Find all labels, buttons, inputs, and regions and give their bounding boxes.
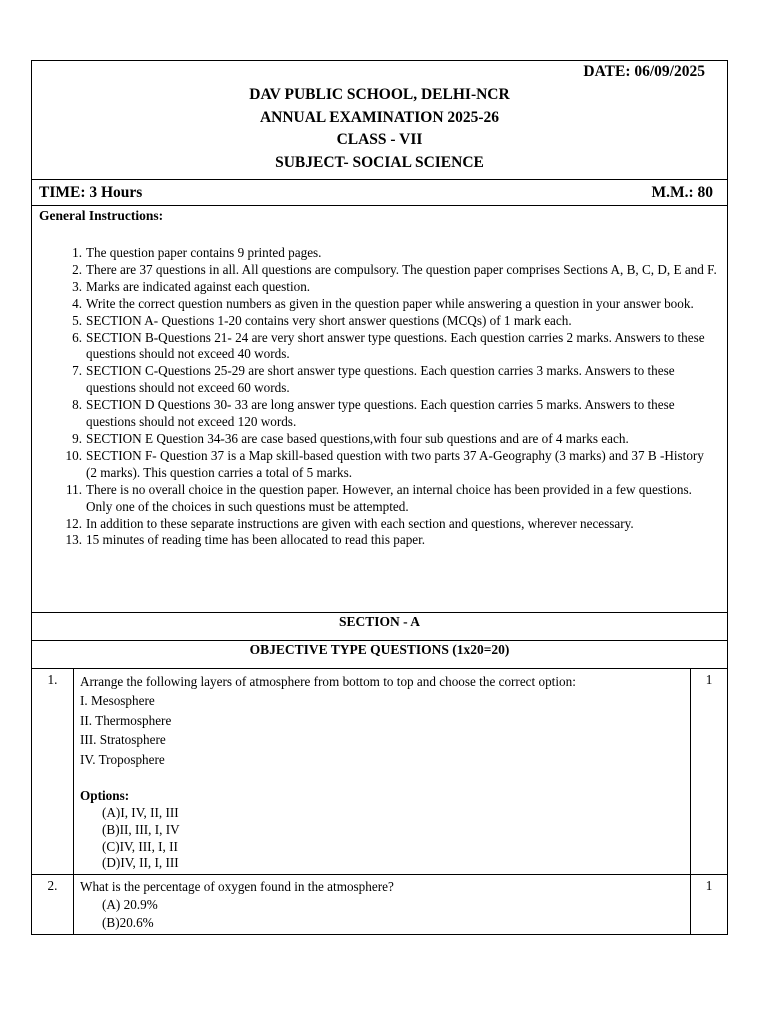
instruction-text: SECTION F- Question 37 is a Map skill-based question with two parts 37 A-Geography (3 marks) and 37 B -History (2 marks). This question carries a total of 5 marks. <box>86 447 704 480</box>
question-item: I. Mesosphere <box>80 693 155 709</box>
instruction-number: 13. <box>65 532 82 548</box>
instruction-item <box>72 430 717 448</box>
question-row <box>32 875 728 935</box>
question-item: IV. Troposphere <box>80 751 165 767</box>
question-item: III. Stratosphere <box>80 732 166 748</box>
instruction-number: 8. <box>72 397 82 413</box>
instructions-list <box>39 245 717 549</box>
options-title: Options: <box>80 788 130 804</box>
instruction-item <box>66 481 717 516</box>
question-marks: 1 <box>690 875 727 935</box>
instruction-text: SECTION D Questions 30- 33 are long answer type questions. Each question carries 5 marks. Answers to these questions should not exceed 120 words. <box>86 397 675 430</box>
question-item: II. Thermosphere <box>80 712 172 728</box>
instruction-text: There are 37 questions in all. All questions are compulsory. The question paper comprises Sections A, B, C, D, E and F. <box>86 261 717 277</box>
instruction-text: The question paper contains 9 printed pages. <box>86 245 322 260</box>
instruction-number: 7. <box>72 363 82 379</box>
question-stem: Arrange the following layers of atmosphere from bottom to top and choose the correct option: <box>80 674 576 689</box>
instruction-number: 5. <box>72 312 82 328</box>
instruction-item <box>65 515 717 533</box>
instruction-text: SECTION E Question 34-36 are case based questions,with four sub questions and are of 4 marks each. <box>86 430 629 446</box>
max-marks: M.M.: 80 <box>651 184 713 201</box>
instruction-item <box>65 447 717 482</box>
instruction-text: Marks are indicated against each question. <box>86 278 311 294</box>
instruction-text: In addition to these separate instructions are given with each section and questions, wherever necessary. <box>86 515 634 531</box>
option-text: IV, II, I, III <box>120 855 179 871</box>
option <box>80 822 684 839</box>
general-instructions <box>32 206 728 613</box>
question-paper <box>31 60 728 935</box>
question-body <box>74 669 691 875</box>
instruction-text: SECTION A- Questions 1-20 contains very short answer questions (MCQs) of 1 mark each. <box>86 312 572 328</box>
instruction-item <box>72 329 717 364</box>
question-marks: 1 <box>690 669 727 875</box>
option-label: (B) <box>102 821 120 837</box>
time-marks-row <box>32 180 728 206</box>
instruction-item <box>72 397 717 431</box>
instruction-item <box>72 312 717 330</box>
instruction-text: 15 minutes of reading time has been allocated to read this paper. <box>86 532 426 548</box>
instruction-number: 9. <box>72 430 82 446</box>
instruction-item <box>72 363 717 397</box>
paper-header <box>32 61 728 180</box>
instruction-number: 3. <box>72 278 82 294</box>
option-label: (A) <box>102 805 121 821</box>
option <box>80 855 684 872</box>
school-name: DAV PUBLIC SCHOOL, DELHI-NCR <box>249 86 510 103</box>
option <box>80 805 684 822</box>
class-name: CLASS - VII <box>336 131 423 148</box>
question-number: 1. <box>32 669 74 875</box>
instruction-item <box>65 532 717 549</box>
option-label: (D) <box>102 855 121 871</box>
option <box>80 839 684 856</box>
instruction-number: 6. <box>72 329 82 345</box>
exam-date: DATE: 06/09/2025 <box>583 63 705 80</box>
option-text: IV, III, I, II <box>119 838 178 854</box>
option-label: (A) <box>102 897 121 913</box>
instruction-number: 4. <box>72 295 82 311</box>
option <box>80 914 684 932</box>
option-label: (B) <box>102 915 120 931</box>
option <box>80 896 684 914</box>
instruction-text: SECTION C-Questions 25-29 are short answer type questions. Each question carries 3 marks. Answers to these questions should not exceed 60 words. <box>86 363 675 396</box>
instruction-text: There is no overall choice in the question paper. However, an internal choice has been provided in a few questions. Only one of the choices in such questions must be attempted. <box>86 481 692 514</box>
instructions-title: General Instructions: <box>39 208 164 223</box>
instruction-item <box>72 295 717 313</box>
paper-table <box>31 60 728 935</box>
question-stem: What is the percentage of oxygen found in the atmosphere? <box>80 879 394 895</box>
exam-title: ANNUAL EXAMINATION 2025-26 <box>259 108 500 126</box>
section-title: SECTION - A <box>32 613 728 641</box>
instruction-item <box>72 261 717 279</box>
instruction-number: 11. <box>66 481 82 497</box>
option-text: 20.9% <box>120 897 158 913</box>
question-body <box>74 875 691 935</box>
exam-time: TIME: 3 Hours <box>39 184 143 201</box>
instruction-text: Write the correct question numbers as given in the question paper while answering a question in your answer book. <box>86 295 694 311</box>
option-text: II, III, I, IV <box>119 821 180 837</box>
instruction-number: 1. <box>72 245 82 260</box>
question-number: 2. <box>32 875 74 935</box>
instruction-item <box>72 245 717 262</box>
instruction-number: 2. <box>72 261 82 277</box>
option-text: 20.6% <box>119 915 154 931</box>
subject-name: SUBJECT- SOCIAL SCIENCE <box>275 153 484 171</box>
section-subtitle: OBJECTIVE TYPE QUESTIONS (1x20=20) <box>32 641 728 669</box>
instruction-text: SECTION B-Questions 21- 24 are very short answer type questions. Each question carries 2 marks. Answers to these questions should not exceed 40 words. <box>86 329 705 362</box>
question-row <box>32 669 728 875</box>
instruction-number: 12. <box>65 515 82 531</box>
instruction-number: 10. <box>65 447 82 463</box>
instruction-item <box>72 278 717 296</box>
option-label: (C) <box>102 838 120 854</box>
option-text: I, IV, II, III <box>120 805 179 821</box>
